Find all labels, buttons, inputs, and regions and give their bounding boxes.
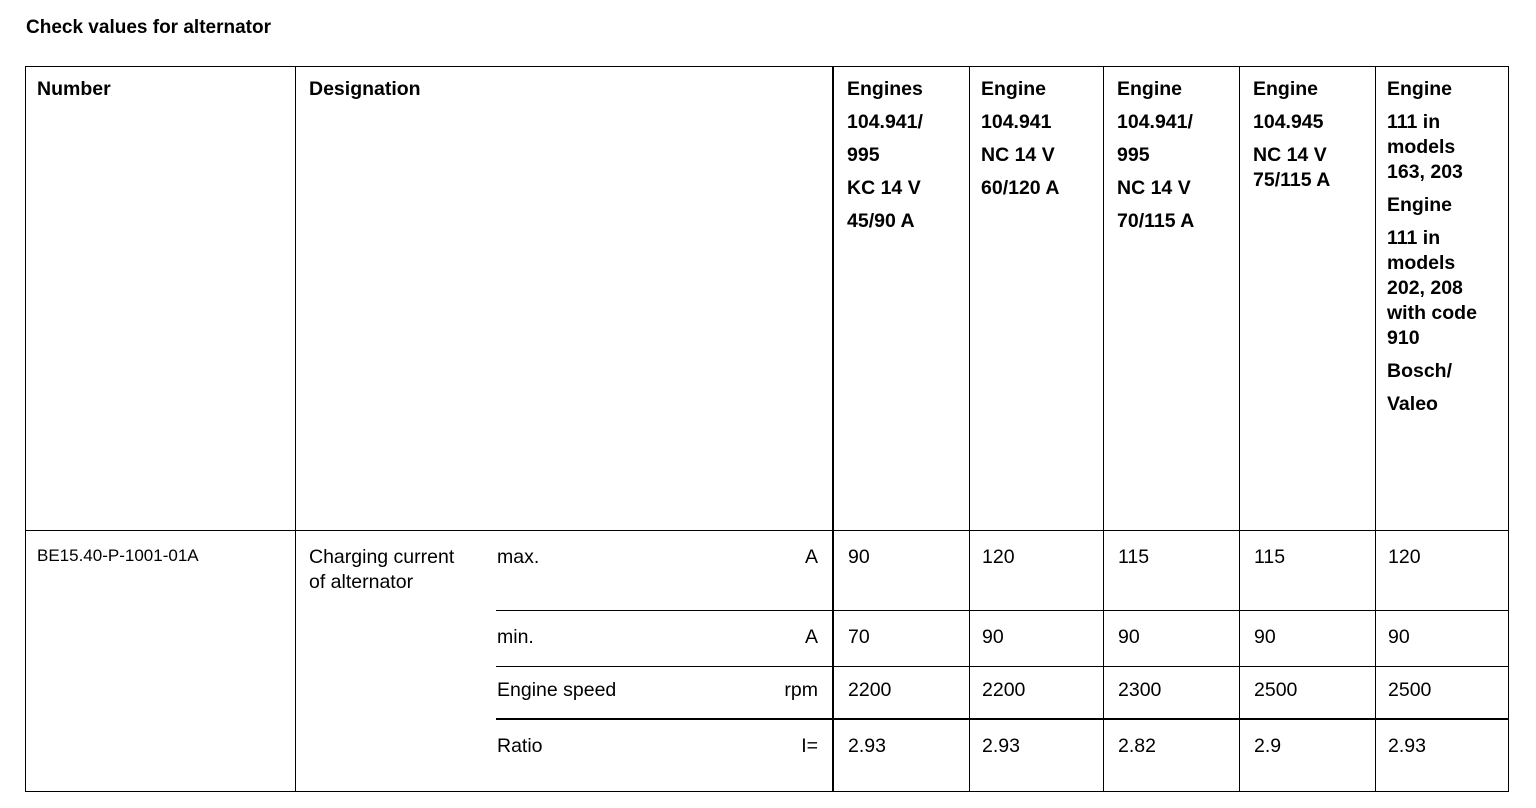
header-line: KC 14 V xyxy=(847,177,921,199)
header-line: Engine xyxy=(981,78,1047,100)
value-cell: 90 xyxy=(982,626,1004,648)
designation-line: Charging current xyxy=(309,546,455,568)
header-line: 104.941/ xyxy=(1117,111,1193,133)
header-line: 45/90 A xyxy=(847,210,915,232)
value-cell: 120 xyxy=(982,546,1015,568)
header-designation: Designation xyxy=(309,78,421,100)
value-cell: 2.93 xyxy=(982,735,1020,757)
value-cell: 2500 xyxy=(1254,679,1298,701)
table-bottom-border xyxy=(25,791,1509,792)
value-cell: 2.93 xyxy=(1388,735,1426,757)
header-line: Engine xyxy=(1387,194,1453,216)
value-cell: 2200 xyxy=(982,679,1026,701)
header-line: 202, 208 xyxy=(1387,277,1463,299)
value-cell: 70 xyxy=(848,626,870,648)
table-left-border xyxy=(25,66,26,792)
header-line: NC 14 V xyxy=(1253,144,1327,166)
value-cell: 90 xyxy=(1254,626,1276,648)
value-cell: 115 xyxy=(1254,546,1286,568)
header-line: NC 14 V xyxy=(981,144,1055,166)
header-engine-104-941-995-nc xyxy=(1117,77,1194,234)
header-line: 104.941/ xyxy=(847,111,923,133)
value-cell: 90 xyxy=(1388,626,1410,648)
row-divider-speed-ratio xyxy=(496,718,1508,720)
header-line: NC 14 V xyxy=(1117,177,1191,199)
value-cell: 90 xyxy=(1118,626,1140,648)
header-line: 910 xyxy=(1387,327,1420,349)
row-divider-min-speed xyxy=(496,666,1508,667)
header-line: 111 in xyxy=(1387,227,1441,249)
header-engine-111 xyxy=(1387,77,1477,417)
param-label: Ratio xyxy=(497,735,543,757)
header-line: Valeo xyxy=(1387,393,1438,415)
designation-engines-divider xyxy=(832,66,834,791)
designation-charging-current xyxy=(309,545,454,595)
value-cell: 120 xyxy=(1388,546,1421,568)
header-line: Engine xyxy=(1253,78,1319,100)
value-cell: 2300 xyxy=(1118,679,1162,701)
value-cell: 90 xyxy=(848,546,870,568)
param-label: Engine speed xyxy=(497,679,617,701)
header-line: Engines xyxy=(847,78,923,100)
param-unit: A xyxy=(804,626,818,648)
page-title: Check values for alternator xyxy=(26,17,271,38)
header-divider xyxy=(25,530,1508,531)
header-line: models xyxy=(1387,136,1456,158)
param-unit: rpm xyxy=(784,679,818,701)
param-label: min. xyxy=(497,626,534,648)
row-divider-max-min xyxy=(496,610,1508,611)
value-cell: 2200 xyxy=(848,679,892,701)
header-line: Engine xyxy=(1117,78,1183,100)
header-line: Bosch/ xyxy=(1387,360,1453,382)
param-label: max. xyxy=(497,546,540,568)
value-cell: 2500 xyxy=(1388,679,1432,701)
number-designation-divider xyxy=(295,66,296,791)
engine-column-divider xyxy=(1239,66,1240,791)
engine-column-divider xyxy=(969,66,970,791)
value-cell: 2.9 xyxy=(1254,735,1282,757)
header-engine-104-941-nc xyxy=(981,77,1059,201)
table-right-border xyxy=(1508,66,1509,792)
header-line: 111 in xyxy=(1387,111,1441,133)
value-cell: 2.93 xyxy=(848,735,886,757)
engine-column-divider xyxy=(1103,66,1104,791)
header-line: 70/115 A xyxy=(1117,210,1195,232)
header-line: 995 xyxy=(847,144,880,166)
param-unit: I= xyxy=(801,735,818,757)
header-line: 104.941 xyxy=(981,111,1052,133)
designation-line: of alternator xyxy=(309,571,414,593)
header-line: 995 xyxy=(1117,144,1150,166)
value-cell: 115 xyxy=(1118,546,1150,568)
header-line: 104.945 xyxy=(1253,111,1324,133)
part-number: BE15.40-P-1001-01A xyxy=(37,546,199,565)
header-line: Engine xyxy=(1387,78,1453,100)
engine-column-divider xyxy=(1375,66,1376,791)
header-line: 75/115 A xyxy=(1253,169,1331,191)
header-line: 163, 203 xyxy=(1387,161,1463,183)
header-engine-104-945-nc xyxy=(1253,77,1330,193)
header-line: with code xyxy=(1387,302,1477,324)
header-number: Number xyxy=(37,78,111,100)
header-line: 60/120 A xyxy=(981,177,1060,199)
header-engines-104-941-995-kc xyxy=(847,77,923,234)
header-line: models xyxy=(1387,252,1456,274)
value-cell: 2.82 xyxy=(1118,735,1156,757)
table-top-border xyxy=(25,66,1509,67)
param-unit: A xyxy=(804,546,818,568)
